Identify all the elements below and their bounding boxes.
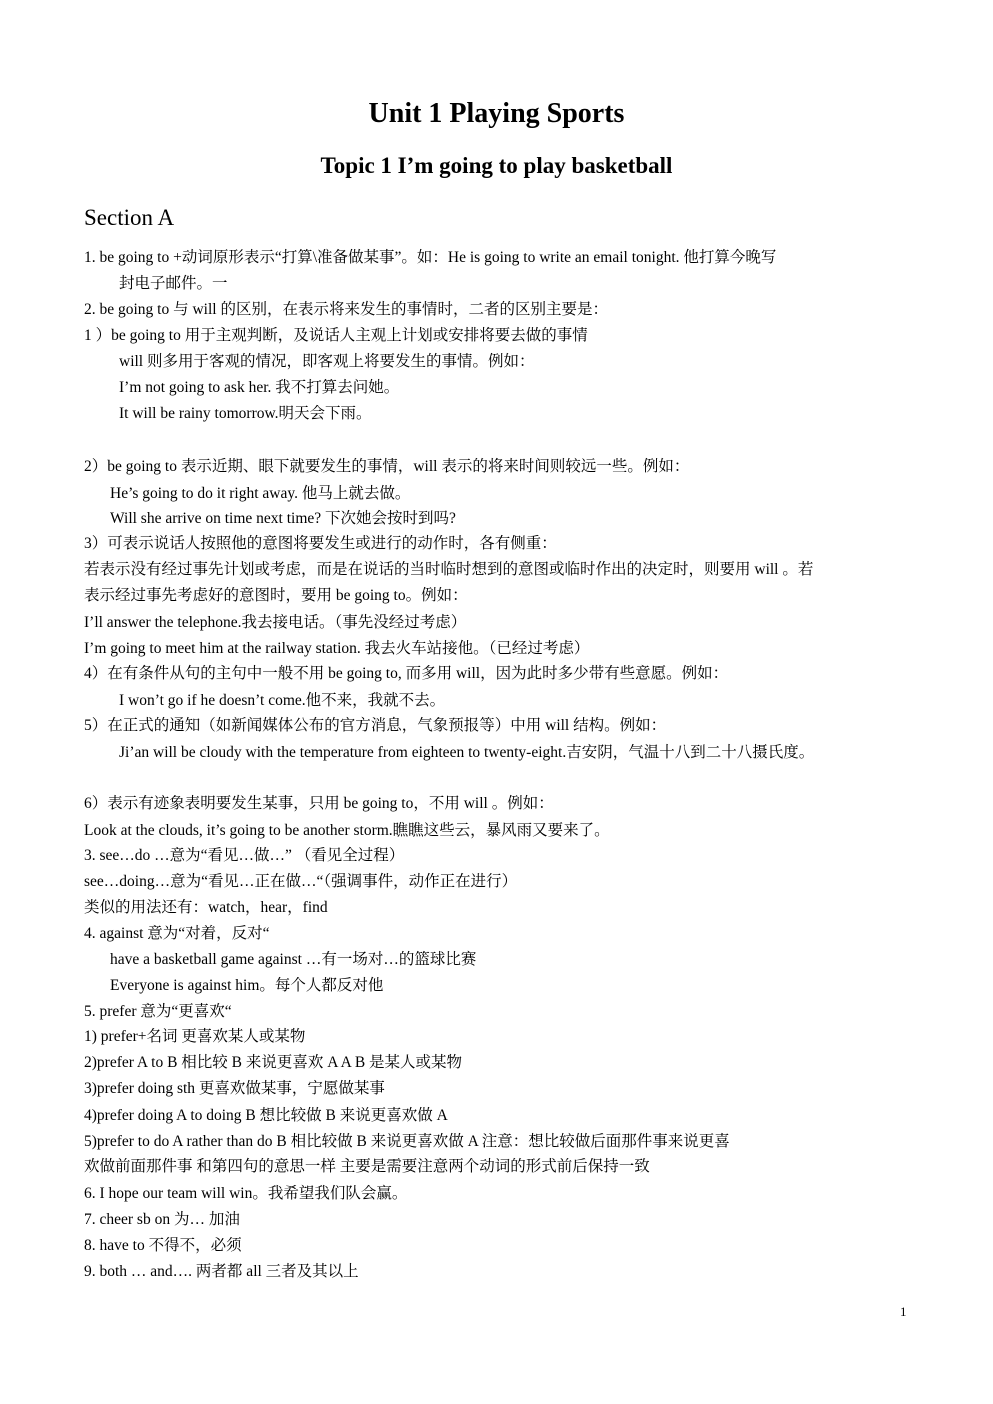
text-line: I’ll answer the telephone.我去接电话。（事先没经过考虑） <box>84 614 467 631</box>
text-line: I won’t go if he doesn’t come.他不来，我就不去。 <box>119 692 446 709</box>
text-line: He’s going to do it right away. 他马上就去做。 <box>110 485 411 502</box>
text-line: 2)prefer A to B 相比较 B 来说更喜欢 A A B 是某人或某物 <box>84 1054 463 1071</box>
text-line: 3)prefer doing sth 更喜欢做某事，宁愿做某事 <box>84 1080 385 1097</box>
text-line: 5）在正式的通知（如新闻媒体公布的官方消息，气象预报等）中用 will 结构。例如： <box>84 717 667 734</box>
text-line: 表示经过事先考虑好的意图时，要用 be going to。例如： <box>84 587 468 604</box>
text-line: Will she arrive on time next time? 下次她会按时到吗? <box>110 510 456 527</box>
text-line: Look at the clouds, it’s going to be another storm.瞧瞧这些云，暴风雨又要来了。 <box>84 822 610 839</box>
text-line: Everyone is against him。每个人都反对他 <box>110 977 384 994</box>
text-line: 2. be going to 与 will 的区别，在表示将来发生的事情时，二者的区别主要是： <box>84 301 608 318</box>
text-line: 2）be going to 表示近期、眼下就要发生的事情，will 表示的将来时间则较远一些。例如： <box>84 458 690 475</box>
text-line: 1. be going to +动词原形表示“打算\准备做某事”。如：He is going to write an email tonight. 他打算今晚写 <box>84 249 777 266</box>
text-line: 7. cheer sb on 为… 加油 <box>84 1211 240 1228</box>
text-line: have a basketball game against …有一场对…的篮球比赛 <box>110 951 477 968</box>
text-line: 8. have to 不得不，必须 <box>84 1237 242 1254</box>
text-line: 4）在有条件从句的主句中一般不用 be going to, 而多用 will，因为此时多少带有些意愿。例如： <box>84 665 729 682</box>
text-line: will 则多用于客观的情况，即客观上将要发生的事情。例如： <box>119 353 535 370</box>
text-line: 4. against 意为“对着，反对“ <box>84 925 270 942</box>
text-line: 5)prefer to do A rather than do B 相比较做 B 来说更喜欢做 A 注意：想比较做后面那件事来说更喜 <box>84 1133 730 1150</box>
text-line: 欢做前面那件事 和第四句的意思一样 主要是需要注意两个动词的形式前后保持一致 <box>84 1158 650 1175</box>
text-line: see…doing…意为“看见…正在做…“（强调事件，动作正在进行） <box>84 873 518 890</box>
text-line: 1) prefer+名词 更喜欢某人或某物 <box>84 1028 306 1045</box>
text-line: 9. both … and…. 两者都 all 三者及其以上 <box>84 1263 359 1280</box>
text-line: 若表示没有经过事先计划或考虑，而是在说话的当时临时想到的意图或临时作出的决定时，则要用 will 。若 <box>84 561 814 578</box>
text-line: 5. prefer 意为“更喜欢“ <box>84 1003 232 1020</box>
text-line: 6）表示有迹象表明要发生某事，只用 be going to，不用 will 。例如： <box>84 795 554 812</box>
text-line: Ji’an will be cloudy with the temperature from eighteen to twenty-eight.吉安阴，气温十八到二十八摄氏度。 <box>119 744 815 761</box>
topic-subtitle: Topic 1 I’m going to play basketball <box>320 153 673 178</box>
page-number: 1 <box>900 1304 907 1319</box>
text-line: 3. see…do …意为“看见…做…” （看见全过程） <box>84 847 405 864</box>
text-line: I’m going to meet him at the railway station. 我去火车站接他。（已经过考虑） <box>84 640 590 657</box>
document-title: Unit 1 Playing Sports <box>368 98 625 129</box>
text-line: It will be rainy tomorrow.明天会下雨。 <box>119 405 372 422</box>
text-line: I’m not going to ask her. 我不打算去问她。 <box>119 379 400 396</box>
text-line: 封电子邮件。一 <box>119 275 228 292</box>
section-heading: Section A <box>84 205 175 230</box>
text-line: 3）可表示说话人按照他的意图将要发生或进行的动作时，各有侧重： <box>84 535 557 552</box>
text-line: 1 ）be going to 用于主观判断，及说话人主观上计划或安排将要去做的事情 <box>84 327 588 344</box>
text-line: 类似的用法还有：watch，hear，find <box>84 899 328 916</box>
text-line: 4)prefer doing A to doing B 想比较做 B 来说更喜欢做 A <box>84 1107 448 1124</box>
text-line: 6. I hope our team will win。我希望我们队会赢。 <box>84 1185 408 1202</box>
